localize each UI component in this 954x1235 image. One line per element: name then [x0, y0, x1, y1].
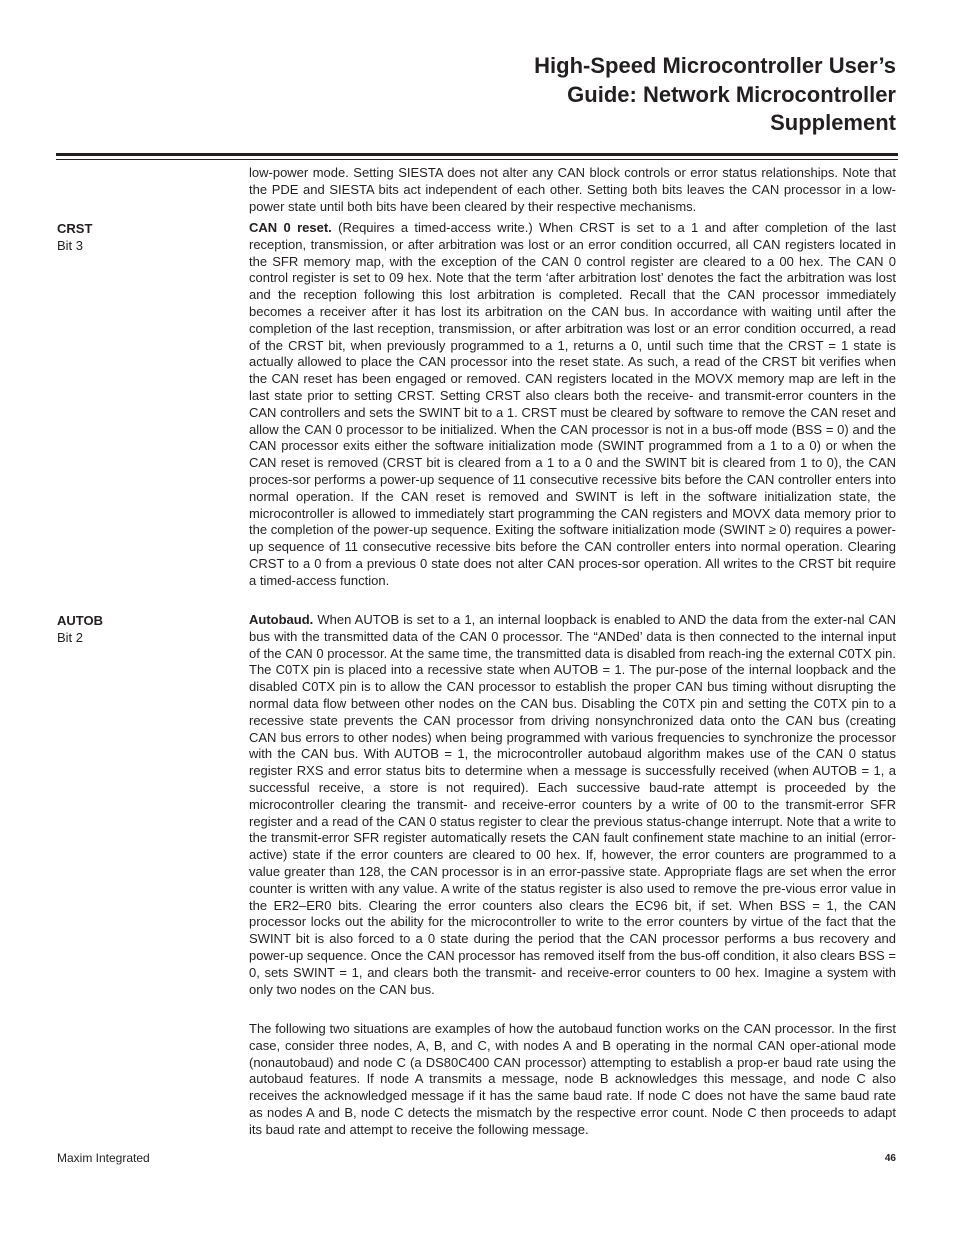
following-paragraph: The following two situations are examples of how the autobaud function works on the CAN processor. In the first case, consider three nodes, A, B, and C, with nodes A and B operating in the normal CAN oper-ational mode (nonautobaud) and node C (a DS80C400 CAN processor) attempting to establish a prop-er baud rate using the autobaud features. If node A transmits a message, node B acknowledges this message, and node C also receives the acknowledged message if it has the same baud rate. If node C does not have the same baud rate as nodes A and B, node C detects the mismatch by the respective error count. Node C then proceeds to adapt its baud rate and attempt to receive the following message. — [249, 1021, 896, 1137]
autob-description — [249, 612, 896, 998]
crst-description — [249, 220, 896, 590]
autob-lead: Autobaud. — [249, 612, 314, 627]
header-rule-thick — [56, 153, 898, 156]
header-rule-thin — [56, 159, 898, 160]
autob-bit: Bit 2 — [57, 630, 84, 645]
autob-text: When AUTOB is set to a 1, an internal loopback is enabled to AND the data from the exter-nal CAN bus with the transmitted data of the CAN 0 processor. The “ANDed’ data is then connected to the internal input of the CAN 0 processor. At the same time, the transmitted data is disabled from reach-ing the external C0TX pin. The C0TX pin is placed into a recessive state when AUTOB = 1. The pur-pose of the internal loopback and the disabled C0TX pin is to allow the CAN processor to establish the proper CAN bus timing without disrupting the normal data flow between other nodes on the CAN bus. Disabling the C0TX pin and setting the C0TX pin to a recessive state prevents the CAN processor from driving nonsynchronized data onto the CAN bus (creating CAN bus errors to other nodes) when being programmed with various frequencies to synchronize the processor with the CAN bus. With AUTOB = 1, the microcontroller autobaud algorithm makes use of the CAN 0 status register RXS and error status bits to determine when a message is successfully received (when AUTOB = 1, a successful receive, a store is not required). Each successive baud-rate attempt is proceeded by the microcontroller clearing the transmit- and receive-error counters by a write of 00 to the transmit-error SFR register and a read of the CAN 0 status register to clear the previous status-change interrupt. Note that a write to the transmit-error SFR register automatically resets the CAN fault confinement state machine to an initial (error-active) state if the error counters are cleared to 00 hex. If, however, the error counters are programmed to a value greater than 128, the CAN processor is in an error-passive state. Appropriate flags are set when the error counter is written with any value. A write of the status register is also used to remove the pre-vious error value in the ER2–ER0 bits. Clearing the error counters also clears the EC96 bit, if set. When BSS = 1, the CAN processor locks out the ability for the microcontroller to write to the error counters by virtue of the fact that the SWINT bit is also forced to a 0 state during the period that the CAN processor performs a bus recovery and power-up sequence. Once the CAN processor has removed itself from the bus-off condition, it also clears BSS = 0, sets SWINT = 1, and clears both the transmit- and receive-error counters to 00 hex. Imagine a system with only two nodes on the CAN bus. — [249, 612, 896, 997]
intro-paragraph: low-power mode. Setting SIESTA does not alter any CAN block controls or error status relationships. Note that the PDE and SIESTA bits act independent of each other. Setting both bits leaves the CAN processor in a low-power state until both bits have been cleared by their respective mechanisms. — [249, 165, 896, 214]
crst-name: CRST — [57, 221, 93, 236]
crst-bit: Bit 3 — [57, 238, 84, 253]
autob-label — [57, 612, 103, 646]
title-line-2: Guide: Network Microcontroller — [567, 81, 896, 107]
page-number: 46 — [884, 1153, 896, 1164]
footer-company: Maxim Integrated — [57, 1151, 150, 1165]
page-title — [336, 52, 896, 138]
title-line-3: Supplement — [770, 110, 896, 135]
crst-label — [57, 220, 92, 254]
title-line-1: High-Speed Microcontroller User’s — [534, 53, 896, 78]
crst-lead: CAN 0 reset. — [249, 220, 332, 235]
crst-text: (Requires a timed-access write.) When CRST is set to a 1 and after completion of the last reception, transmission, or after arbitration was lost or an error condition occurred, all CAN registers located in the SFR memory map, with the exception of the CAN 0 control register are cleared to a 00 hex. The CAN 0 control register is set to 09 hex. Note that the term ‘after arbitration lost’ denotes the fact the arbitration was lost and the reception following this lost arbitration is completed. Recall that the CAN processor immediately becomes a receiver after it has lost its arbitration on the CAN bus. In accordance with waiting until after the completion of the last reception, transmission, or after arbitration was lost or an error condition occurred, a read of the CRST bit, when previously programmed to a 1, returns a 0, until such time that the CRST = 1 state is actually allowed to place the CAN processor into the reset state. As such, a read of the CRST bit verifies when the CAN reset has been engaged or removed. CAN registers located in the MOVX memory map are left in the last state prior to setting CRST. Setting CRST also clears both the receive- and transmit-error counters in the CAN controllers and sets the SWINT bit to a 1. CRST must be cleared by software to remove the CAN reset and allow the CAN 0 processor to be initialized. When the CAN processor is not in a bus-off mode (BSS = 0) and the CAN processor exits either the software initialization mode (SWINT programmed from a 1 to a 0) or when the CAN reset is removed (CRST bit is cleared from a 1 to a 0 and the SWINT bit is cleared from 1 to 0), the CAN proces-sor performs a power-up sequence of 11 consecutive recessive bits before the CAN controller enters into normal operation. If the CAN reset is removed and SWINT is left in the software initialization state, the microcontroller is allowed to immediately start programming the CAN registers and MOVX data memory prior to the completion of the power-up sequence. Exiting the software initialization mode (SWINT ≥ 0) requires a power-up sequence of 11 consecutive recessive bits before the CAN controller enters into normal operation. Clearing CRST to a 0 from a previous 0 state does not alter CAN proces-sor operation. All writes to the CRST bit require a timed-access function. — [249, 220, 897, 588]
autob-name: AUTOB — [57, 613, 103, 628]
